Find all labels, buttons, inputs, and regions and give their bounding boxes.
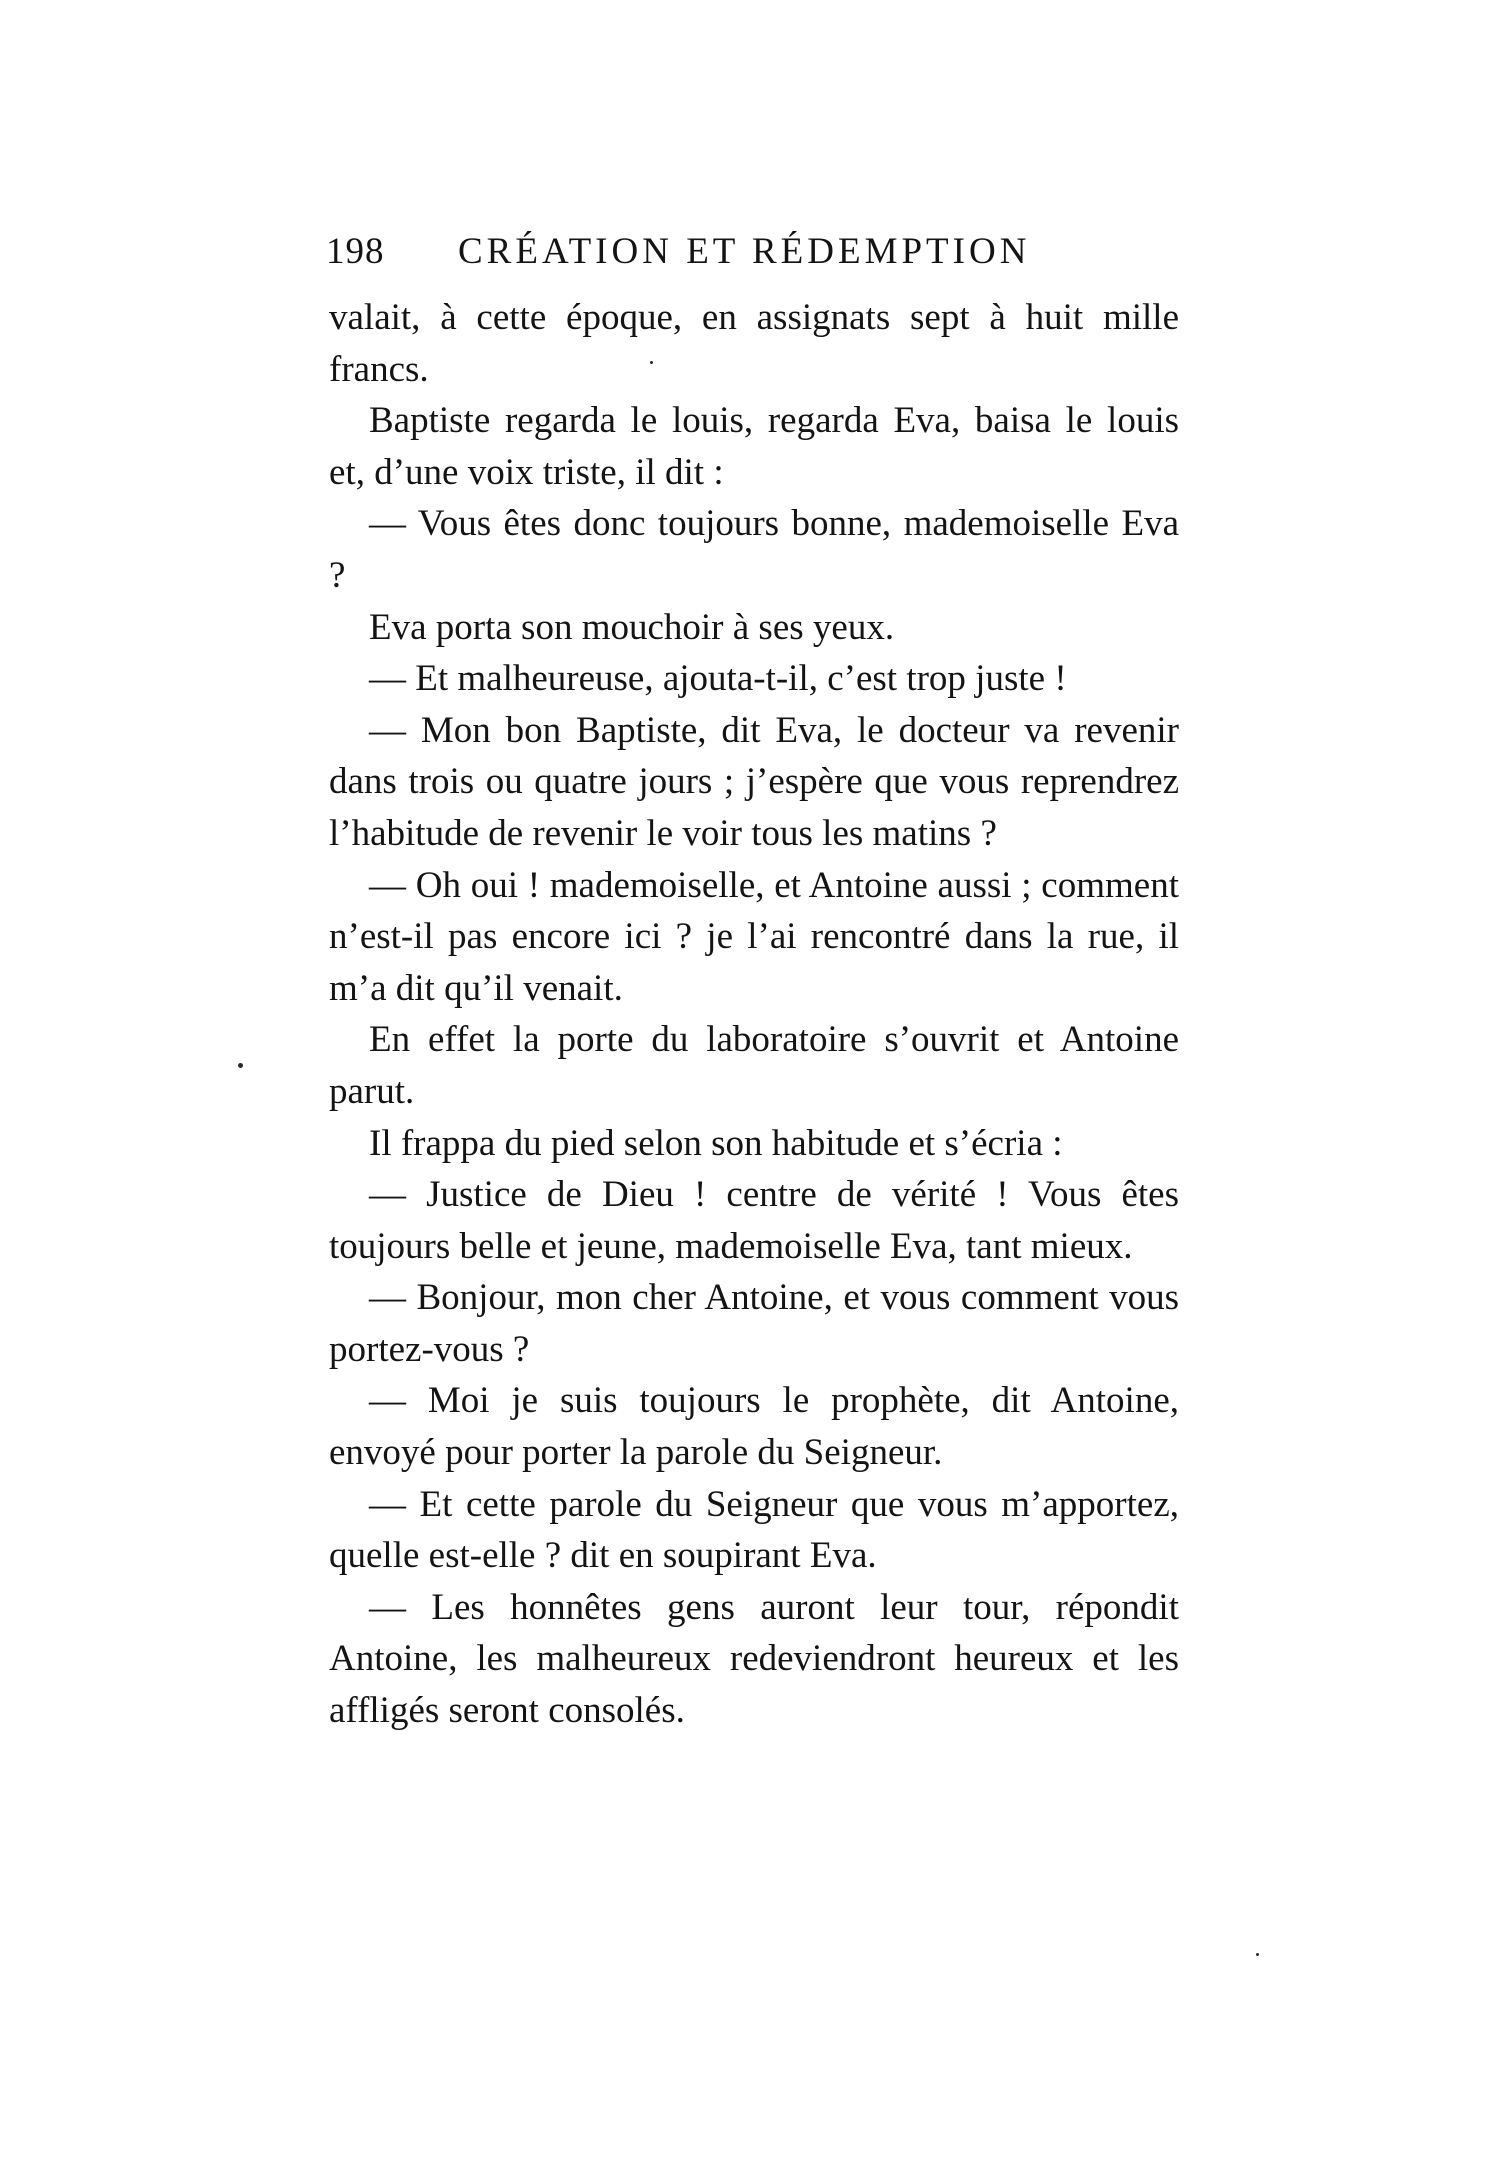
page-number: 198 xyxy=(326,231,385,272)
ink-speck xyxy=(650,361,653,364)
ink-speck xyxy=(238,1063,243,1068)
paragraph: — Et malheureuse, ajouta-t-il, c’est trop juste ! xyxy=(369,658,1067,700)
running-head xyxy=(326,222,1146,282)
running-title: CRÉATION ET RÉDEMPTION xyxy=(458,231,1031,272)
paragraph: — Moi je suis toujours le prophète, dit Antoine, envoyé pour porter la parole du Seigneur. xyxy=(329,1380,1179,1474)
paragraph: Baptiste regarda le louis, regarda Eva, baisa le louis et, d’une voix triste, il dit : xyxy=(329,400,1179,493)
paragraph: — Les honnêtes gens auront leur tour, répondit Antoine, les malheureux redeviendront heureux et les affligés seront consolés. xyxy=(329,1586,1179,1732)
paragraph: Il frappa du pied selon son habitude et s’écria : xyxy=(369,1122,1063,1164)
ink-speck xyxy=(1256,1953,1259,1956)
paragraph: En effet la porte du laboratoire s’ouvrit et Antoine parut. xyxy=(329,1019,1179,1112)
paragraph: — Bonjour, mon cher Antoine, et vous comment vous portez-vous ? xyxy=(329,1277,1179,1370)
paragraph: — Mon bon Baptiste, dit Eva, le docteur va revenir dans trois ou quatre jours ; j’espère que vous reprendrez l’habitude de revenir le voir tous les matins ? xyxy=(329,709,1179,854)
paragraph: — Vous êtes donc toujours bonne, mademoiselle Eva ? xyxy=(329,503,1179,596)
paragraph: — Et cette parole du Seigneur que vous m’apportez, quelle est-elle ? dit en soupirant Eva. xyxy=(329,1483,1179,1577)
paragraph: — Justice de Dieu ! centre de vérité ! Vous êtes toujours belle et jeune, mademoiselle Eva, tant mieux. xyxy=(329,1174,1179,1267)
paragraph: valait, à cette époque, en assignats sept à huit mille francs. xyxy=(329,297,1179,390)
paragraph: — Oh oui ! mademoiselle, et Antoine aussi ; comment n’est-il pas encore ici ? je l’ai rencontré dans la rue, il m’a dit qu’il venait. xyxy=(329,864,1179,1009)
body-text xyxy=(329,292,1179,1737)
paragraph: Eva porta son mouchoir à ses yeux. xyxy=(369,606,895,648)
